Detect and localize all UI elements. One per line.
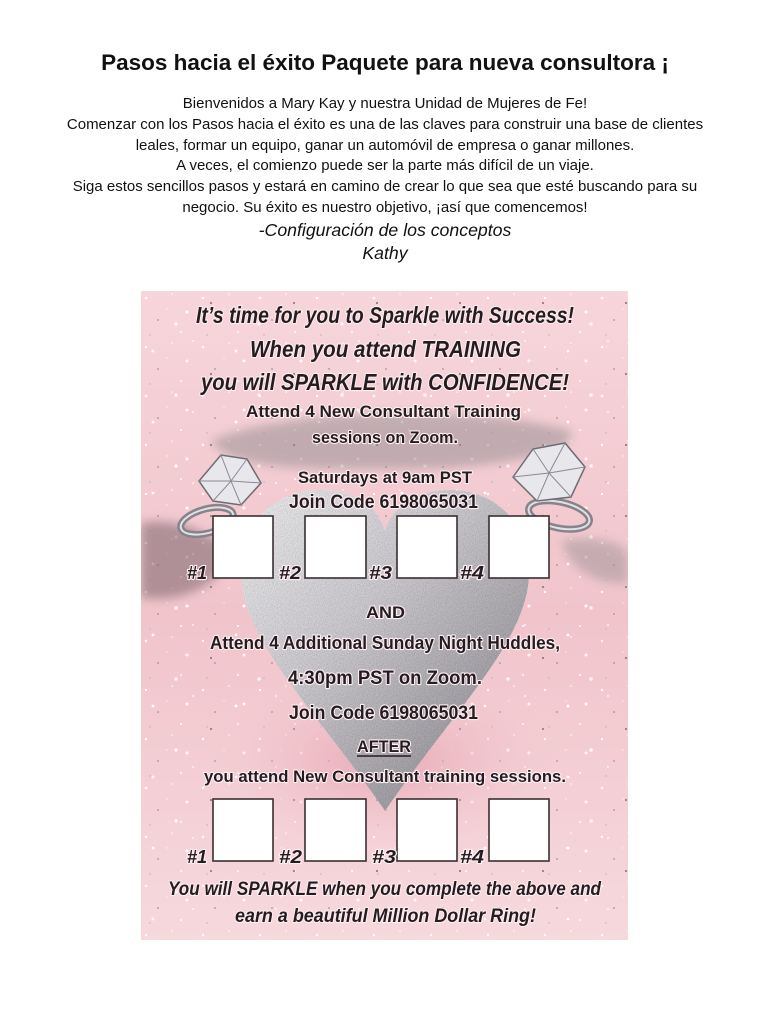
huddle-checkbox-label: #1	[187, 847, 207, 867]
signature-name: Kathy	[362, 243, 408, 263]
intro-line: Comenzar con los Pasos hacia el éxito es una de las claves para construir una base de clientes	[66, 115, 704, 133]
huddle-checkbox-1	[213, 799, 273, 861]
intro-line: negocio. Su éxito es nuestro objetivo, ¡así que comencemos!	[182, 198, 588, 216]
signature-block	[0, 219, 770, 265]
and-label: AND	[366, 603, 405, 622]
intro-line: A veces, el comienzo puede ser la parte más difícil de un viaje.	[176, 157, 594, 175]
headline-line: you will SPARKLE with CONFIDENCE!	[200, 369, 570, 395]
training-checkbox-label: #2	[279, 563, 301, 583]
huddle-checkbox-label: #4	[460, 847, 484, 867]
huddle-checkbox-4	[489, 799, 549, 861]
training-checkbox-4	[489, 516, 549, 578]
training-line: sessions on Zoom.	[312, 428, 458, 447]
training-checkbox-label: #1	[187, 563, 207, 583]
training-line: Attend 4 New Consultant Training	[246, 402, 521, 421]
headline-line: When you attend TRAINING	[250, 336, 522, 362]
huddle-checkbox-3	[397, 799, 457, 861]
closing-line: earn a beautiful Million Dollar Ring!	[235, 906, 536, 927]
intro-line: leales, formar un equipo, ganar un automóvil de empresa o ganar millones.	[135, 136, 635, 154]
training-checkbox-3	[397, 516, 457, 578]
intro-line: Siga estos sencillos pasos y estará en camino de crear lo que sea que esté buscando para su	[72, 178, 698, 196]
join-code-training: Join Code 6198065031	[289, 492, 479, 513]
after-line: you attend New Consultant training sessions.	[204, 767, 566, 786]
signature-concept-line: -Configuración de los conceptos	[258, 220, 512, 240]
closing-line: You will SPARKLE when you complete the above and	[168, 879, 602, 900]
training-checkbox-label: #4	[460, 563, 484, 583]
training-checkbox-2	[305, 516, 366, 578]
huddle-checkbox-label: #3	[372, 847, 396, 867]
after-label: AFTER	[357, 737, 411, 756]
document-title: Pasos hacia el éxito Paquete para nueva consultora ¡	[101, 50, 669, 75]
headline-line: It’s time for you to Sparkle with Success!	[196, 302, 575, 328]
huddle-checkbox-2	[305, 799, 366, 861]
intro-paragraph	[0, 94, 770, 219]
join-code-huddles: Join Code 6198065031	[289, 703, 479, 724]
huddle-line: 4:30pm PST on Zoom.	[288, 668, 482, 689]
training-schedule: Saturdays at 9am PST	[298, 468, 473, 487]
training-checkbox-1	[213, 516, 273, 578]
sparkle-flyer	[141, 291, 628, 940]
training-checkbox-label: #3	[369, 563, 392, 583]
intro-line: Bienvenidos a Mary Kay y nuestra Unidad de Mujeres de Fe!	[182, 95, 588, 112]
huddle-checkbox-label: #2	[279, 847, 302, 867]
huddle-line: Attend 4 Additional Sunday Night Huddles,	[210, 633, 560, 653]
